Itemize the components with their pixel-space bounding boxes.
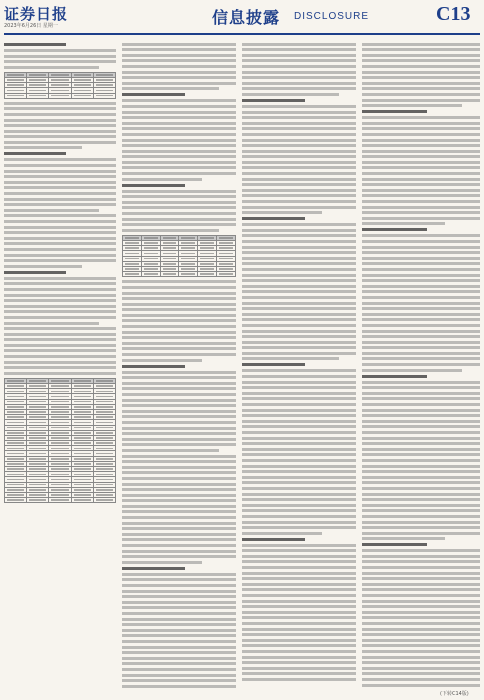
issue-date: 2023年6月26日 星期一 <box>4 23 58 29</box>
header-rule <box>4 33 480 35</box>
data-table <box>4 378 116 504</box>
continued-note: (下转C14版) <box>440 691 469 697</box>
text-column-4 <box>362 40 480 690</box>
text-column-3 <box>242 40 356 690</box>
data-table <box>4 72 116 99</box>
section-title-en: DISCLOSURE <box>294 11 370 22</box>
section-title: 信息披露 <box>212 8 281 27</box>
text-column-2 <box>122 40 236 690</box>
newspaper-logo: 证券日报 <box>4 5 69 23</box>
page-number: C13 <box>436 3 471 25</box>
text-column-1 <box>4 40 116 690</box>
data-table <box>122 235 236 278</box>
page-header <box>0 0 484 36</box>
